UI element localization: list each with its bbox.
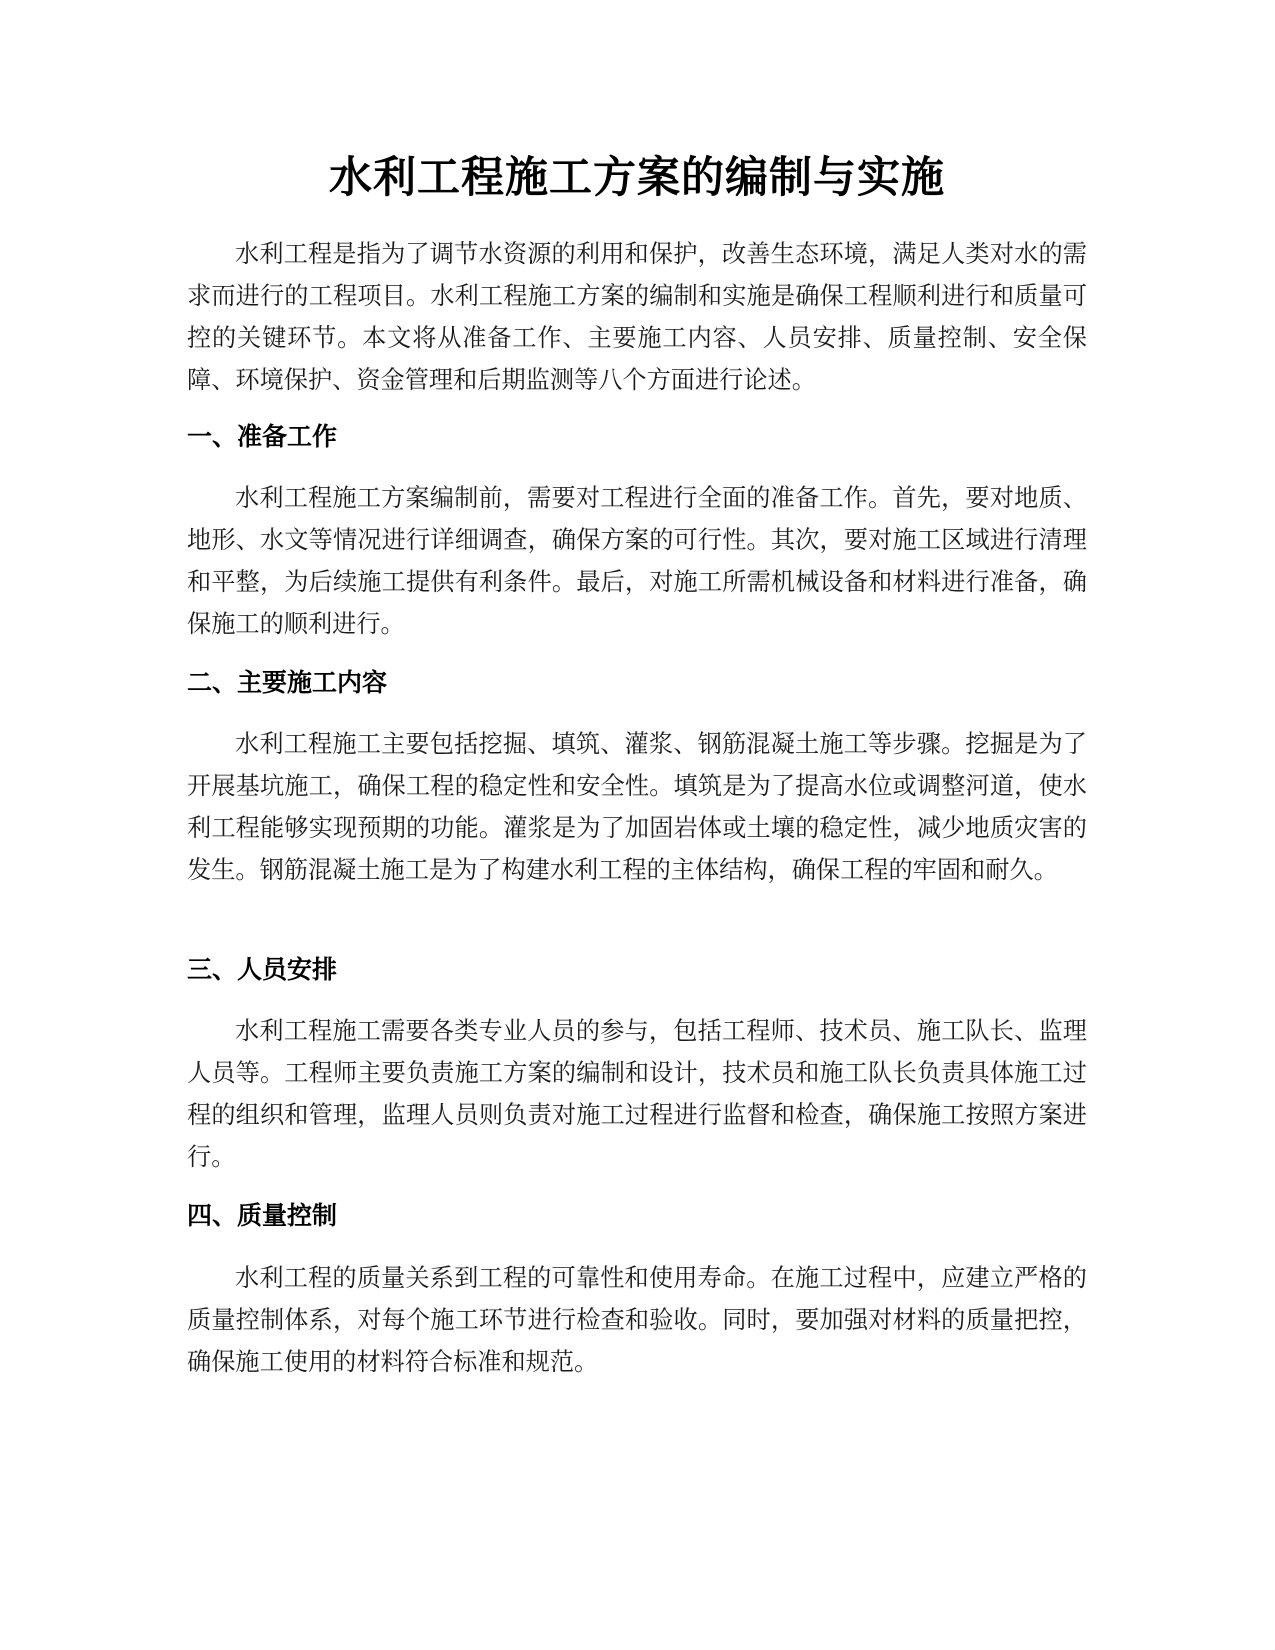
section-body-quality-control: 水利工程的质量关系到工程的可靠性和使用寿命。在施工过程中，应建立严格的质量控制体系，对每个施工环节进行检查和验收。同时，要加强对材料的质量把控，确保施工使用的材料符合标准和规范。 [187,1264,1087,1376]
intro-paragraph: 水利工程是指为了调节水资源的利用和保护，改善生态环境，满足人类对水的需求而进行的工程项目。水利工程施工方案的编制和实施是确保工程顺利进行和质量可控的关键环节。本文将从准备工作、主要施工内容、人员安排、质量控制、安全保障、环境保护、资金管理和后期监测等八个方面进行论述。 [187,240,1087,394]
document-title: 水利工程施工方案的编制与实施 [329,153,945,203]
section-heading-preparation: 一、准备工作 [187,422,338,451]
section-heading-personnel: 三、人员安排 [187,955,338,984]
section-body-preparation: 水利工程施工方案编制前，需要对工程进行全面的准备工作。首先，要对地质、地形、水文等情况进行详细调查，确保方案的可行性。其次，要对施工区域进行清理和平整，为后续施工提供有利条件。最后，对施工所需机械设备和材料进行准备，确保施工的顺利进行。 [187,484,1087,638]
section-body-main-construction: 水利工程施工主要包括挖掘、填筑、灌浆、钢筋混凝土施工等步骤。挖掘是为了开展基坑施工，确保工程的稳定性和安全性。填筑是为了提高水位或调整河道，使水利工程能够实现预期的功能。灌浆是为了加固岩体或土壤的稳定性，减少地质灾害的发生。钢筋混凝土施工是为了构建水利工程的主体结构，确保工程的牢固和耐久。 [187,730,1087,884]
section-heading-main-construction: 二、主要施工内容 [187,668,388,697]
section-body-personnel: 水利工程施工需要各类专业人员的参与，包括工程师、技术员、施工队长、监理人员等。工程师主要负责施工方案的编制和设计，技术员和施工队长负责具体施工过程的组织和管理，监理人员则负责对施工过程进行监督和检查，确保施工按照方案进行。 [187,1017,1087,1171]
section-heading-quality-control: 四、质量控制 [187,1201,338,1230]
